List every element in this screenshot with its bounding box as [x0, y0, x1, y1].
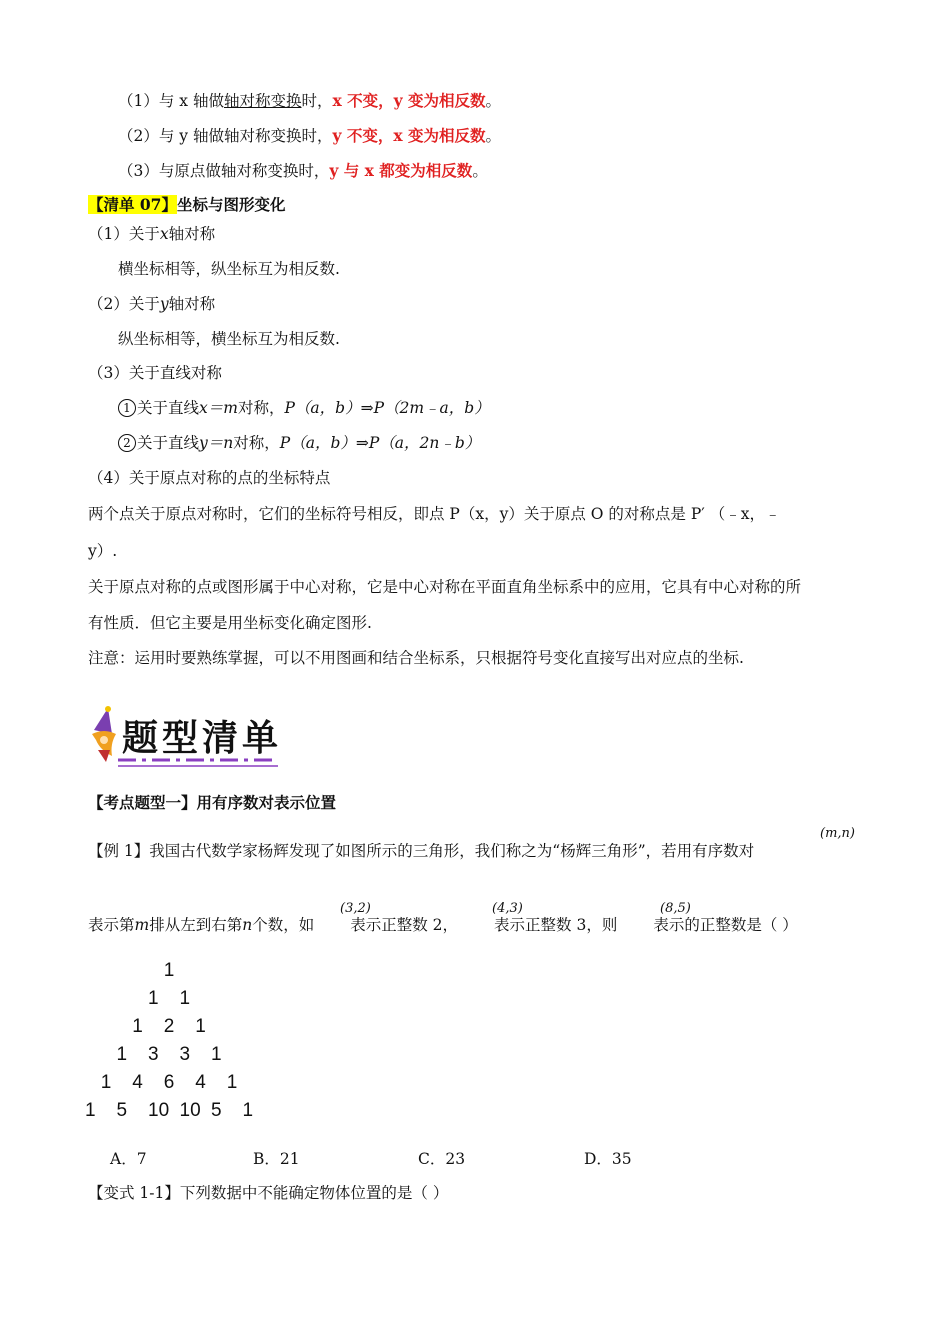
line-sym-1: 1 关于直线x＝m对称，P（a，b）⇒P（2m﹣a，b） [118, 398, 490, 418]
x-axis-heading: （1）关于x轴对称 [88, 225, 216, 243]
pair-3-2: (3,2) [340, 901, 371, 916]
triangle-number: 1 [179, 988, 191, 1009]
section-logo-text: 题型清单 [122, 717, 283, 759]
option-a[interactable]: A．7 [110, 1150, 147, 1168]
y-axis-text: 纵坐标相等，横坐标互为相反数. [118, 330, 340, 348]
rule-1: （1）与 x 轴做轴对称变换时，x 不变，y 变为相反数。 [118, 91, 502, 110]
triangle-number: 1 [85, 1100, 96, 1121]
example1-line1: 【例 1】我国古代数学家杨辉发现了如图所示的三角形，我们称之为“杨辉三角形”，若用有序数对 [88, 842, 755, 860]
circled-number-1: 1 [118, 399, 136, 417]
pair-4-3: (4,3) [492, 901, 523, 916]
origin-heading: （4）关于原点对称的点的坐标特点 [88, 469, 331, 487]
triangle-number: 10 [179, 1100, 201, 1121]
y-axis-heading: （2）关于y轴对称 [88, 295, 216, 313]
example1-line2: 表示第m排从左到右第n个数，如 表示正整数 2， 表示正整数 3，则 表示的正整数是（ ） [88, 916, 798, 934]
center-text-line1: 关于原点对称的点或图形属于中心对称，它是中心对称在平面直角坐标系中的应用，它具有中心对称的所 [88, 578, 802, 596]
circled-number-2: 2 [118, 434, 136, 452]
triangle-number: 1 [132, 1016, 143, 1037]
triangle-number: 1 [163, 960, 175, 981]
triangle-number: 6 [163, 1072, 175, 1093]
triangle-number: 3 [148, 1044, 159, 1065]
triangle-number: 1 [148, 988, 159, 1009]
pair-8-5: (8,5) [660, 901, 691, 916]
triangle-number: 4 [132, 1072, 143, 1093]
variant-1-1: 【变式 1-1】下列数据中不能确定物体位置的是（ ） [88, 1184, 449, 1202]
line-sym-2: 2 关于直线y＝n对称，P（a，b）⇒P（a，2n﹣b） [118, 433, 480, 453]
origin-text-line2: y）. [88, 542, 118, 560]
triangle-number: 5 [116, 1100, 128, 1121]
origin-text-line1: 两个点关于原点对称时，它们的坐标符号相反，即点 P（x，y）关于原点 O 的对称点是 P′ （﹣x，﹣ [88, 505, 781, 523]
triangle-number: 5 [211, 1100, 222, 1121]
list07-title: 坐标与图形变化 [176, 195, 286, 214]
section-logo [88, 700, 288, 772]
rule-3: （3）与原点做轴对称变换时，y 与 x 都变为相反数。 [118, 161, 488, 180]
triangle-number: 1 [100, 1072, 112, 1093]
triangle-number: 2 [163, 1016, 175, 1037]
triangle-number: 4 [195, 1072, 206, 1093]
triangle-number: 1 [116, 1044, 128, 1065]
triangle-number: 1 [226, 1072, 238, 1093]
triangle-number: 1 [242, 1100, 254, 1121]
list07-tag: 【清单 07】 [88, 195, 177, 214]
note: 注意：运用时要熟练掌握，可以不用图画和结合坐标系，只根据符号变化直接写出对应点的坐标. [88, 649, 744, 667]
triangle-number: 3 [179, 1044, 191, 1065]
triangle-number: 1 [195, 1016, 206, 1037]
option-d[interactable]: D．35 [584, 1150, 632, 1168]
pair-mn: (m,n) [820, 826, 855, 841]
option-b[interactable]: B．21 [253, 1150, 300, 1168]
kaodian-heading: 【考点题型一】用有序数对表示位置 [88, 793, 337, 812]
triangle-number: 1 [211, 1044, 222, 1065]
rule-2: （2）与 y 轴做轴对称变换时，y 不变，x 变为相反数。 [118, 126, 502, 145]
list07-heading [88, 195, 285, 215]
x-axis-text: 横坐标相等，纵坐标互为相反数. [118, 260, 340, 278]
triangle-number: 10 [148, 1100, 170, 1121]
center-text-line2: 有性质．但它主要是用坐标变化确定图形. [88, 614, 372, 632]
option-c[interactable]: C．23 [418, 1150, 466, 1168]
line-sym-heading: （3）关于直线对称 [88, 364, 222, 382]
